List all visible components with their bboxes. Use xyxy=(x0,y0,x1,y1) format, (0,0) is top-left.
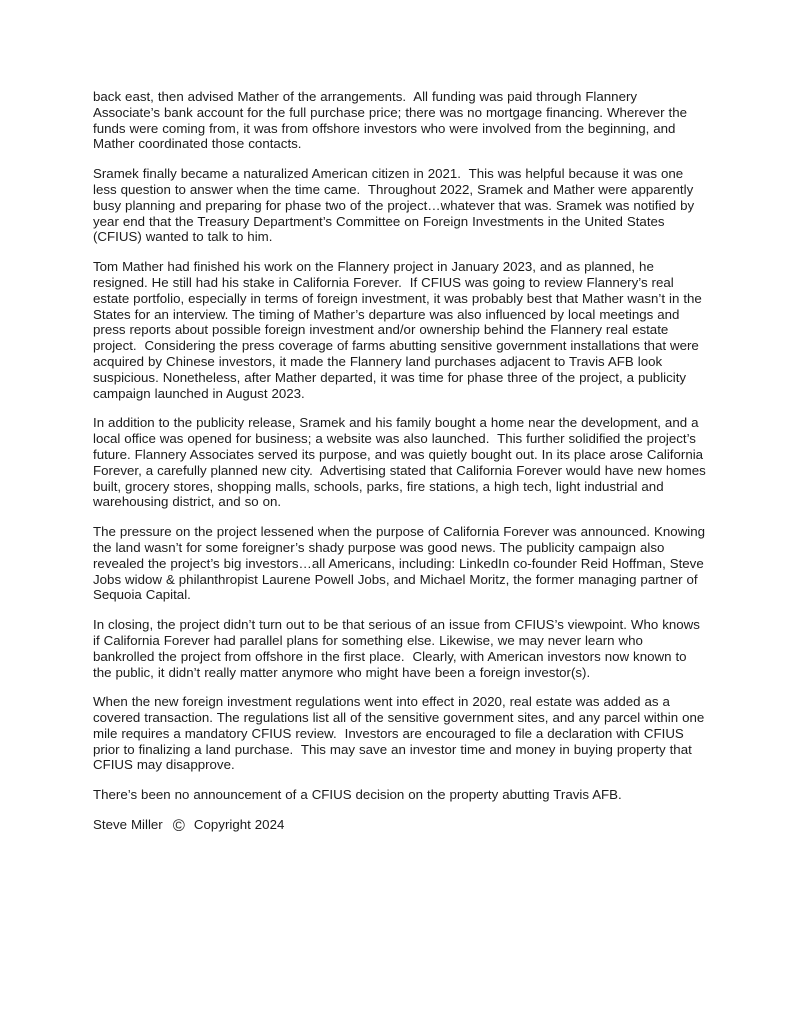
paragraph-funding-arrangements: back east, then advised Mather of the arrangements. All funding was paid through Flannery Associate’s bank account for the full purchase price; there was no mortgage financing. Wherever the funds were coming from, it was from offshore investors who were involved from the beginning, and Mather coordinated those contacts. xyxy=(93,89,692,152)
paragraph-regulations-2020: When the new foreign investment regulations went into effect in 2020, real estate was added as a covered transaction. The regulations list all of the sensitive government sites, and any parcel within one mile requires a mandatory CFIUS review. Investors are encouraged to file a declaration with CFIUS prior to finalizing a land purchase. This may save an investor time and money in buying property that CFIUS may disapprove. xyxy=(93,694,709,773)
paragraph-investors-revealed: The pressure on the project lessened when the purpose of California Forever was announced. Knowing the land wasn’t for some foreigner’s shady purpose was good news. The publicity campaign also revealed the project’s big investors…all Americans, including: LinkedIn co-founder Reid Hoffman, Steve Jobs widow & philanthropist Laurene Powell Jobs, and Michael Moritz, the former managing partner of Sequoia Capital. xyxy=(93,524,710,603)
paragraph-citizenship-cfius-contact: Sramek finally became a naturalized American citizen in 2021. This was helpful because it was one less question to answer when the time came. Throughout 2022, Sramek and Mather were apparently busy planning and preparing for phase two of the project…whatever that was. Sramek was notified by year end that the Treasury Department’s Committee on Foreign Investments in the United States (CFIUS) wanted to talk to him. xyxy=(93,166,699,245)
author-name: Steve Miller xyxy=(93,817,163,833)
copyright-icon: © xyxy=(172,816,185,835)
paragraph-mather-departure: Tom Mather had finished his work on the Flannery project in January 2023, and as planned, he resigned. He still had his stake in California Forever. If CFIUS was going to review Flannery’s real estate portfolio, especially in terms of foreign investment, it was probably best that Mather wasn’t in the States for an interview. The timing of Mather’s departure was also influenced by local meetings and press reports about possible foreign investment and/or ownership behind the Flannery real estate project. Considering the press coverage of farms abutting sensitive government installations that were acquired by Chinese investors, it made the Flannery land purchases adjacent to Travis AFB look suspicious. Nonetheless, after Mather departed, it was time for phase three of the project, a publicity campaign launched in August 2023. xyxy=(93,259,706,401)
paragraph-closing-thoughts: In closing, the project didn’t turn out to be that serious of an issue from CFIUS’s viewpoint. Who knows if California Forever had parallel plans for something else. Likewise, we may never learn who bankrolled the project from offshore in the first place. Clearly, with American investors now known to the public, it didn’t really matter anymore who might have been a foreign investor(s). xyxy=(93,617,704,680)
paragraph-publicity-california-forever: In addition to the publicity release, Sramek and his family bought a home near the development, and a local office was opened for business; a website was also launched. This further solidified the project’s future. Flannery Associates served its purpose, and was quietly bought out. In its place arose California Forever, a carefully planned new city. Advertising stated that California Forever would have new homes built, grocery stores, shopping malls, schools, parks, fire stations, a high tech, light industrial and warehousing district, and so on. xyxy=(93,415,710,510)
paragraph-no-announcement: There’s been no announcement of a CFIUS decision on the property abutting Travis AFB. xyxy=(93,787,622,803)
signature-line xyxy=(93,817,706,834)
copyright-text: Copyright 2024 xyxy=(193,817,285,833)
document-body xyxy=(93,89,710,848)
